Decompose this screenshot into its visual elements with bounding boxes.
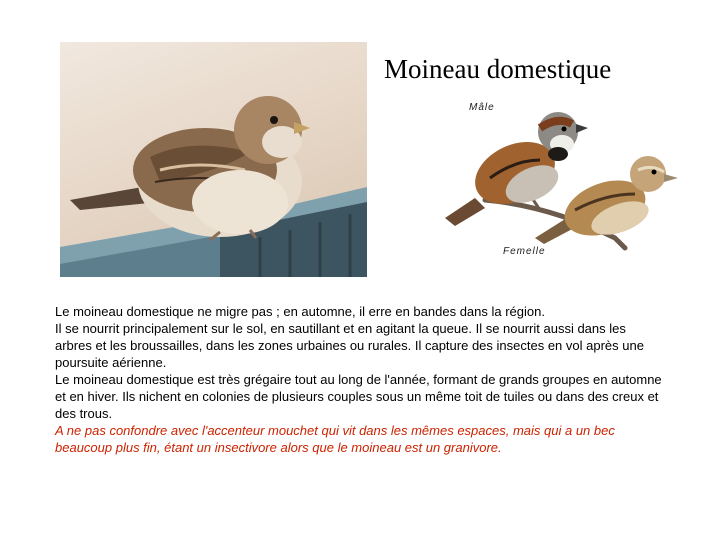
- confusion-note: A ne pas confondre avec l'accenteur mouchet qui vit dans les mêmes espaces, mais qui a un bec beaucoup plus fin, étant un insectivore alors que le moineau est un granivore.: [55, 423, 615, 455]
- description-text: [55, 303, 665, 456]
- sparrow-photo: [60, 42, 367, 277]
- male-label: Mâle: [469, 102, 495, 113]
- sparrows-illustration: [440, 98, 690, 263]
- female-label: Femelle: [503, 246, 546, 257]
- page-title: Moineau domestique: [384, 54, 612, 84]
- paragraph-social: Le moineau domestique est très grégaire tout au long de l'année, formant de grands groupes en automne et en hiver. Ils nichent en colonies de plusieurs couples sous un même toit de tuiles ou dans des creux et des trous.: [55, 372, 662, 421]
- paragraph-feeding: Il se nourrit principalement sur le sol, en sautillant et en agitant la queue. Il se nourrit aussi dans les arbres et les broussailles, dans les zones urbaines ou rurales. Il capture des insectes en vol après une poursuite aérienne.: [55, 321, 644, 370]
- paragraph-migration: Le moineau domestique ne migre pas ; en automne, il erre en bandes dans la région.: [55, 304, 545, 319]
